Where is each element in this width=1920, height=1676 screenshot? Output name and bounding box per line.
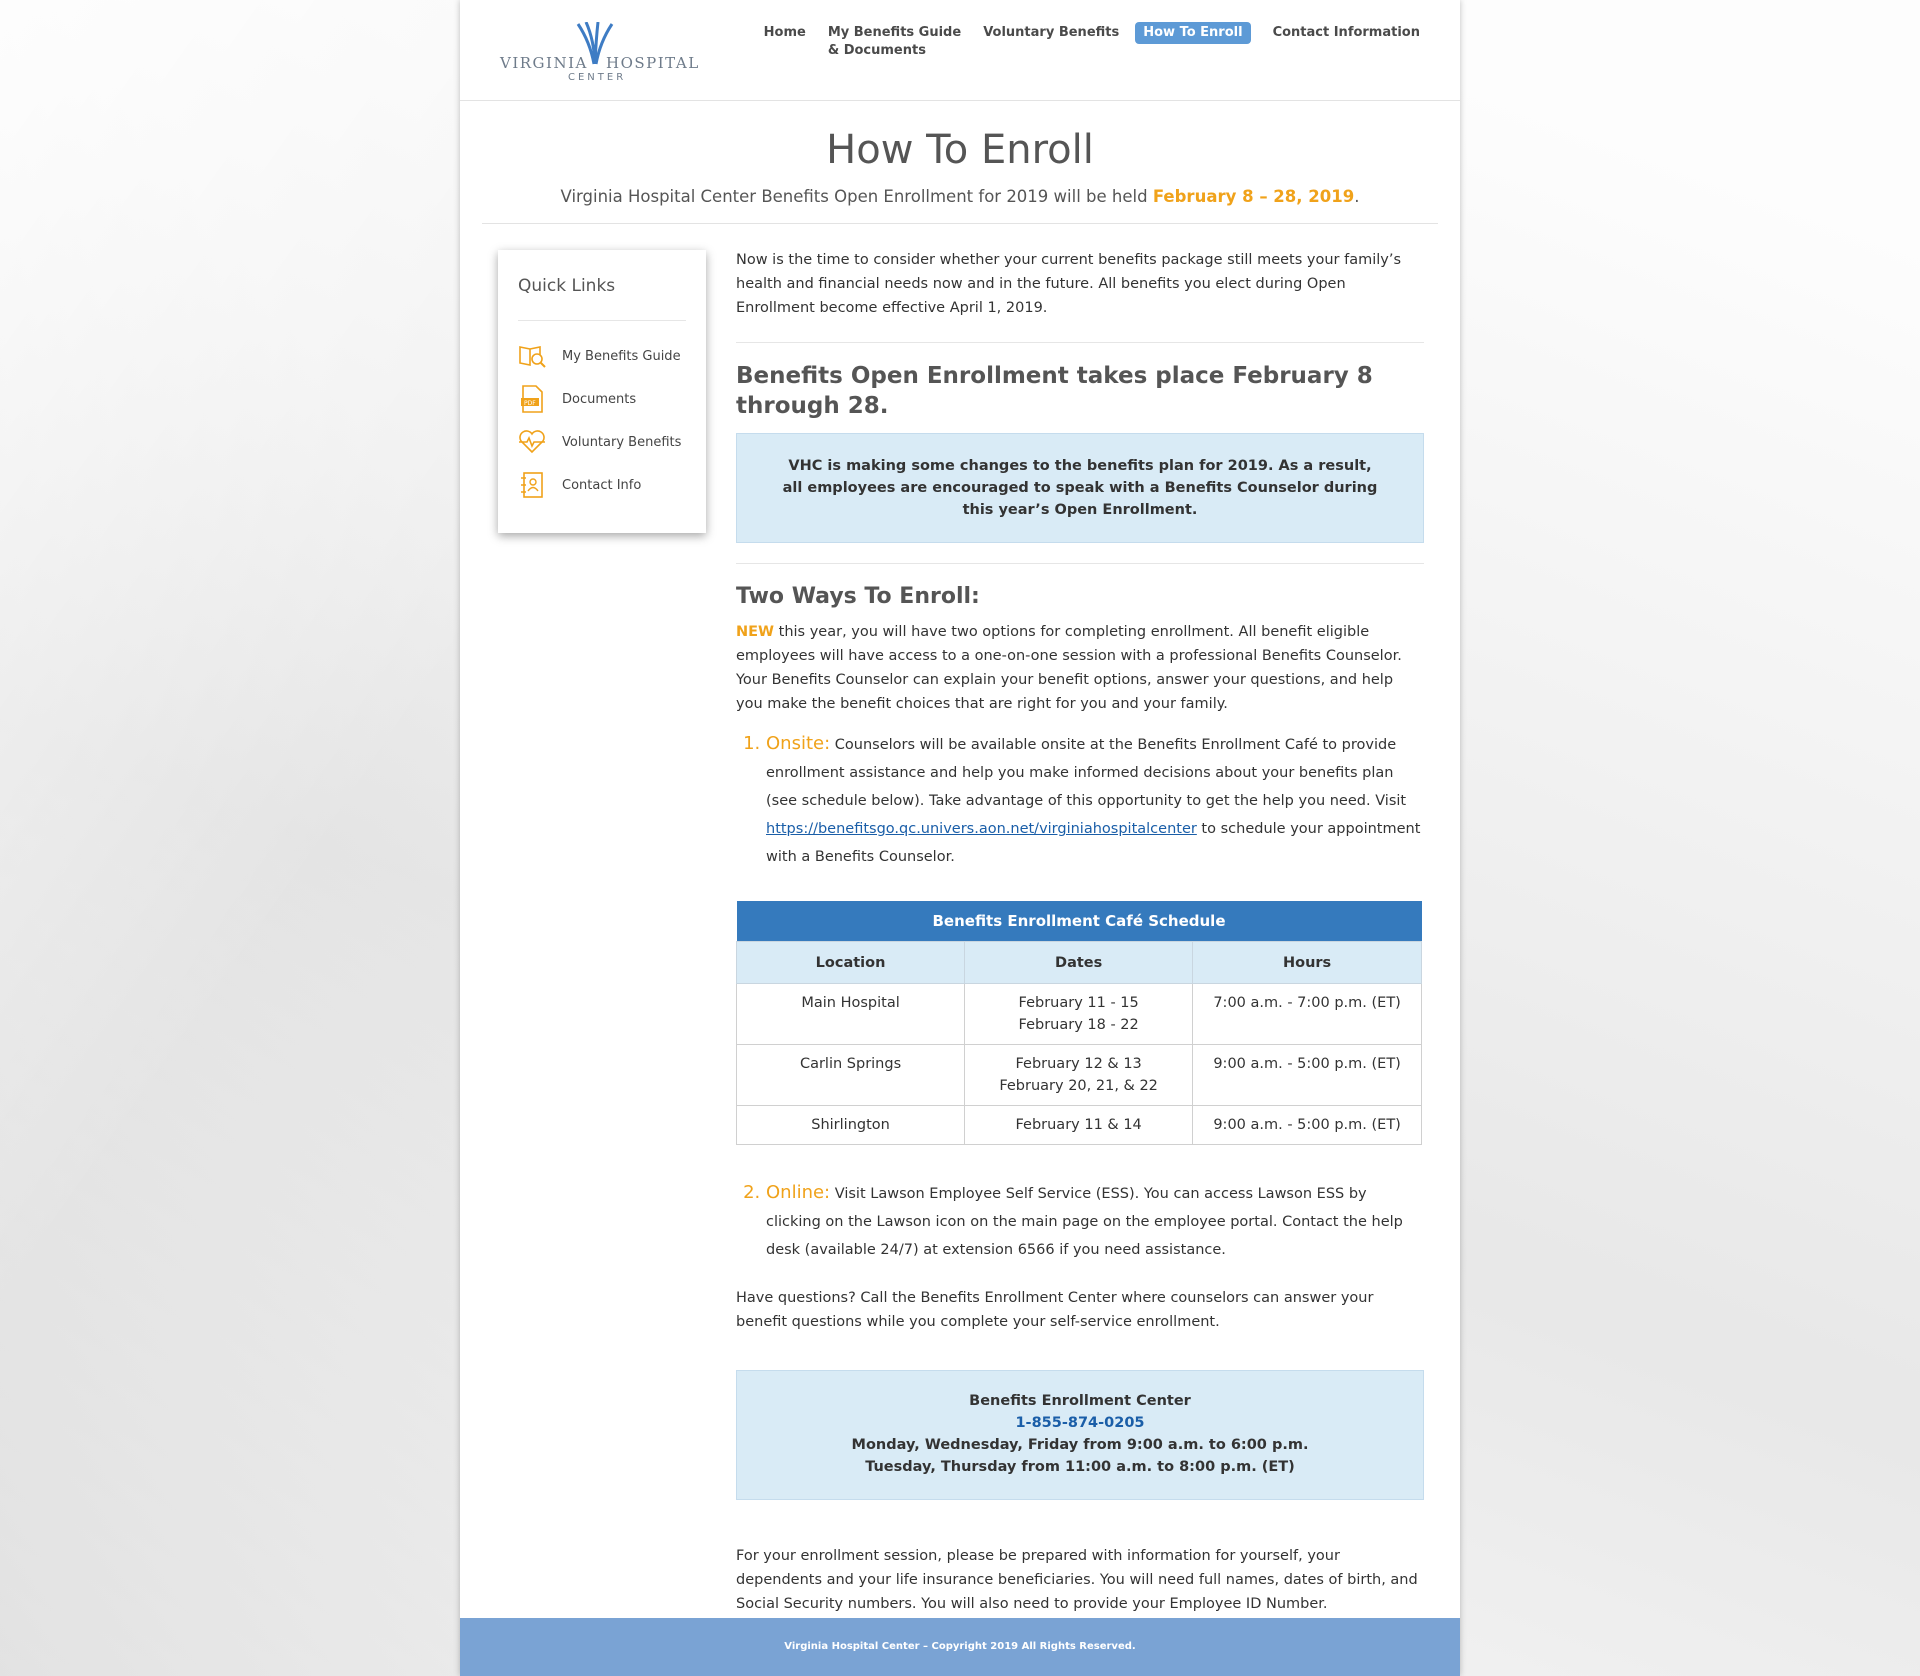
column-header-location: Location [737,942,965,984]
table-row [737,1106,1422,1145]
site-header [460,0,1460,101]
nav-home[interactable]: Home [763,25,806,40]
location-cell: Main Hospital [737,984,965,1045]
page-title: How To Enroll [826,127,1094,173]
pdf-document-icon [518,385,546,413]
nav-contact-information[interactable]: Contact Information [1272,25,1420,40]
dates-line: February 20, 21, & 22 [999,1078,1158,1094]
enrollment-center-title: Benefits Enrollment Center [969,1393,1191,1409]
site-footer: Virginia Hospital Center – Copyright 2019 All Rights Reserved. [460,1618,1460,1676]
enrollment-center-phone[interactable]: 1-855-874-0205 [1015,1415,1145,1431]
dates-line: February 11 - 15 [1018,995,1139,1011]
book-magnifier-icon [518,342,546,370]
closing-paragraph: For your enrollment session, please be prepared with information for yourself, your dependents and your life insurance beneficiaries. You will need full names, dates of birth, and Social Security numbers. You will also need to provide your Employee ID Number. [736,1548,1418,1612]
hours-cell: 9:00 a.m. - 5:00 p.m. (ET) [1193,1106,1422,1145]
page-container [460,0,1460,1676]
nav-how-to-enroll[interactable]: How To Enroll [1135,22,1250,44]
quick-link-label: Contact Info [562,477,642,493]
quick-link-benefits-guide[interactable] [518,342,681,370]
quick-link-documents[interactable] [518,385,636,413]
location-cell: Shirlington [737,1106,965,1145]
nav-benefits-guide-line1: My Benefits Guide [827,25,962,40]
enrollment-center-box [736,1370,1424,1500]
quick-link-voluntary-benefits[interactable] [518,428,681,456]
logo-word-virginia: VIRGINIA [500,54,588,72]
divider [736,342,1424,343]
enrollment-dates-heading: Benefits Open Enrollment takes place February 8 through 28. [736,363,1373,419]
divider [736,563,1424,564]
location-cell: Carlin Springs [737,1045,965,1106]
quick-link-label: Documents [562,391,637,407]
onsite-label: Onsite: [766,733,831,754]
subtitle-prefix: Virginia Hospital Center Benefits Open Enrollment for 2019 will be held [560,187,1153,206]
intro-paragraph: Now is the time to consider whether your current benefits package still meets your family’s health and financial needs now and in the future. All benefits you elect during Open Enrollment become effective April 1, 2019. [736,252,1402,316]
onsite-text: Counselors will be available onsite at the Benefits Enrollment Café to provide enrollment assistance and help you make informed decisions about your benefits plan (see schedule below). Take advantage of this opportunity to get the help you need. Visit [766,737,1407,809]
dates-line: February 12 & 13 [1015,1056,1142,1072]
new-options-text: this year, you will have two options for completing enrollment. All benefit eligible employees will have access to a one-on-one session with a professional Benefits Counselor. Your Benefits Counselor can explain your benefit options, answer your questions, and help you make the benefit choices that are right for you and your family. [736,624,1402,712]
column-header-hours: Hours [1193,942,1422,984]
nav-benefits-guide-line2: & Documents [827,43,926,58]
heart-pulse-icon [518,428,546,456]
new-label: NEW [736,624,775,640]
subtitle-dates: February 8 – 28, 2019 [1152,187,1355,206]
logo-word-hospital: HOSPITAL [606,54,700,72]
main-nav [742,22,1420,62]
logo-word-center: CENTER [568,72,627,83]
quick-links-panel [498,250,706,533]
enroll-options-list-2 [736,1179,1424,1264]
questions-paragraph: Have questions? Call the Benefits Enrollment Center where counselors can answer your benefit questions while you complete your self-service enrollment. [736,1290,1374,1330]
quick-link-label: My Benefits Guide [562,348,681,364]
quick-link-contact-info[interactable] [518,471,641,499]
cafe-schedule-table [736,901,1422,1145]
table-row [737,984,1422,1045]
main-content [736,248,1424,1616]
onsite-option [766,730,1424,871]
dates-cell [965,1045,1193,1106]
column-header-dates: Dates [965,942,1193,984]
contact-card-icon [518,471,546,499]
site-logo[interactable] [500,20,700,90]
table-caption: Benefits Enrollment Café Schedule [737,901,1422,942]
enroll-options-list [736,730,1424,871]
subtitle-suffix: . [1354,187,1360,206]
onsite-text-2: to schedule your appointment with a Benefits Counselor. [766,821,1421,865]
nav-benefits-guide[interactable] [828,22,961,62]
quick-link-label: Voluntary Benefits [562,434,682,450]
dates-line: February 11 & 14 [1015,1117,1142,1133]
hours-cell: 9:00 a.m. - 5:00 p.m. (ET) [1193,1045,1422,1106]
svg-text:PDF: PDF [524,400,536,407]
quick-links-title: Quick Links [518,276,616,296]
dates-cell [965,1106,1193,1145]
two-ways-heading: Two Ways To Enroll: [736,584,980,609]
quick-links-divider [518,320,686,321]
nav-voluntary-benefits[interactable]: Voluntary Benefits [983,25,1120,40]
new-options-paragraph [736,620,1424,716]
enrollment-center-hours-2: Tuesday, Thursday from 11:00 a.m. to 8:00 p.m. (ET) [865,1459,1295,1475]
online-label: Online: [766,1182,831,1203]
dates-line: February 18 - 22 [1018,1017,1139,1033]
online-option [766,1179,1424,1264]
scheduling-link[interactable]: https://benefitsgo.qc.univers.aon.net/virginiahospitalcenter [766,821,1197,837]
changes-callout: VHC is making some changes to the benefits plan for 2019. As a result, all employees are encouraged to speak with a Benefits Counselor during this year’s Open Enrollment. [736,433,1424,543]
table-row [737,1045,1422,1106]
hours-cell: 7:00 a.m. - 7:00 p.m. (ET) [1193,984,1422,1045]
page-subtitle [482,187,1438,206]
enrollment-center-hours-1: Monday, Wednesday, Friday from 9:00 a.m. to 6:00 p.m. [851,1437,1309,1453]
online-text: Visit Lawson Employee Self Service (ESS). You can access Lawson ESS by clicking on the Lawson icon on the main page on the employee portal. Contact the help desk (available 24/7) at extension 6566 if you need assistance. [766,1186,1403,1258]
title-section [482,101,1438,224]
dates-cell [965,984,1193,1045]
